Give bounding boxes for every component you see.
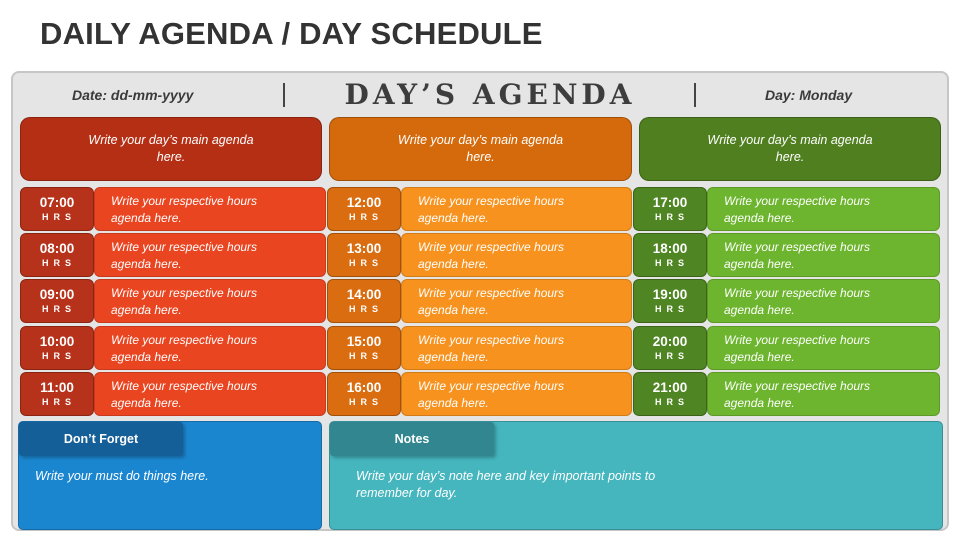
slot-agenda-text: Write your respective hours agenda here. [418,194,565,225]
slot-time-1400 [327,279,401,323]
slot-agenda-text: Write your respective hours agenda here. [724,333,871,364]
time-unit: HRS [348,351,383,361]
slot-agenda-text: Write your respective hours agenda here. [724,240,871,271]
slot-agenda-0900[interactable] [94,279,326,323]
time-unit: HRS [654,212,689,222]
slot-agenda-text: Write your respective hours agenda here. [111,194,258,225]
time-value: 19:00 [652,287,688,302]
time-unit: HRS [654,304,689,314]
time-unit: HRS [348,212,383,222]
time-value: 13:00 [346,241,382,256]
agenda-title: DAY’S AGENDA [344,78,636,111]
time-unit: HRS [41,351,76,361]
slot-time-1900 [633,279,707,323]
slot-time-0700 [20,187,94,231]
time-value: 10:00 [39,334,75,349]
time-value: 07:00 [39,195,75,210]
main-agenda-box-morning[interactable] [20,117,322,181]
slot-agenda-text: Write your respective hours agenda here. [418,286,565,317]
slot-agenda-1800[interactable] [707,233,940,277]
slot-time-1800 [633,233,707,277]
slot-agenda-text: Write your respective hours agenda here. [418,240,565,271]
dont-forget-text: Write your must do things here. [35,469,209,483]
slot-time-2100 [633,372,707,416]
slot-agenda-text: Write your respective hours agenda here. [724,379,871,410]
day-label[interactable]: Day: Monday [765,87,853,103]
time-unit: HRS [348,397,383,407]
slot-agenda-text: Write your respective hours agenda here. [111,379,258,410]
time-value: 12:00 [346,195,382,210]
main-agenda-box-afternoon[interactable] [329,117,632,181]
page-title: DAILY AGENDA / DAY SCHEDULE [40,16,543,51]
slot-time-1000 [20,326,94,370]
slot-agenda-2100[interactable] [707,372,940,416]
slot-time-1500 [327,326,401,370]
time-value: 08:00 [39,241,75,256]
time-unit: HRS [41,212,76,222]
slot-agenda-1400[interactable] [401,279,632,323]
time-value: 20:00 [652,334,688,349]
slot-time-1300 [327,233,401,277]
time-unit: HRS [654,351,689,361]
slot-agenda-1600[interactable] [401,372,632,416]
slot-time-1600 [327,372,401,416]
slot-agenda-2000[interactable] [707,326,940,370]
time-unit: HRS [348,258,383,268]
header-divider-left [283,83,285,107]
slot-agenda-1300[interactable] [401,233,632,277]
time-value: 17:00 [652,195,688,210]
slot-agenda-1000[interactable] [94,326,326,370]
main-agenda-box-evening[interactable] [639,117,941,181]
slot-time-1700 [633,187,707,231]
slot-time-2000 [633,326,707,370]
slot-agenda-text: Write your respective hours agenda here. [724,286,871,317]
slot-agenda-text: Write your respective hours agenda here. [418,379,565,410]
slot-agenda-1200[interactable] [401,187,632,231]
notes-text: Write your day’s note here and key important points to remember for day. [356,469,656,500]
main-agenda-text: Write your day’s main agenda here. [397,133,564,164]
slot-agenda-1100[interactable] [94,372,326,416]
slot-time-0900 [20,279,94,323]
date-label[interactable]: Date: dd-mm-yyyy [72,87,194,103]
slot-agenda-text: Write your respective hours agenda here. [111,333,258,364]
dont-forget-label: Don’t Forget [19,422,183,456]
time-unit: HRS [654,397,689,407]
header-divider-right [694,83,696,107]
slot-time-1100 [20,372,94,416]
main-agenda-text: Write your day’s main agenda here. [88,133,254,164]
slot-agenda-text: Write your respective hours agenda here. [111,286,258,317]
slot-time-1200 [327,187,401,231]
time-value: 15:00 [346,334,382,349]
time-value: 18:00 [652,241,688,256]
main-agenda-text: Write your day’s main agenda here. [707,133,873,164]
time-unit: HRS [348,304,383,314]
slot-agenda-text: Write your respective hours agenda here. [724,194,871,225]
slot-agenda-0700[interactable] [94,187,326,231]
time-unit: HRS [41,397,76,407]
slot-agenda-1900[interactable] [707,279,940,323]
slot-agenda-text: Write your respective hours agenda here. [111,240,258,271]
time-unit: HRS [41,258,76,268]
time-value: 16:00 [346,380,382,395]
notes-label: Notes [330,422,494,456]
time-value: 09:00 [39,287,75,302]
slot-time-0800 [20,233,94,277]
slot-agenda-text: Write your respective hours agenda here. [418,333,565,364]
slot-agenda-1500[interactable] [401,326,632,370]
time-unit: HRS [41,304,76,314]
time-value: 14:00 [346,287,382,302]
slot-agenda-1700[interactable] [707,187,940,231]
slot-agenda-0800[interactable] [94,233,326,277]
time-value: 11:00 [40,380,74,395]
time-value: 21:00 [652,380,688,395]
time-unit: HRS [654,258,689,268]
